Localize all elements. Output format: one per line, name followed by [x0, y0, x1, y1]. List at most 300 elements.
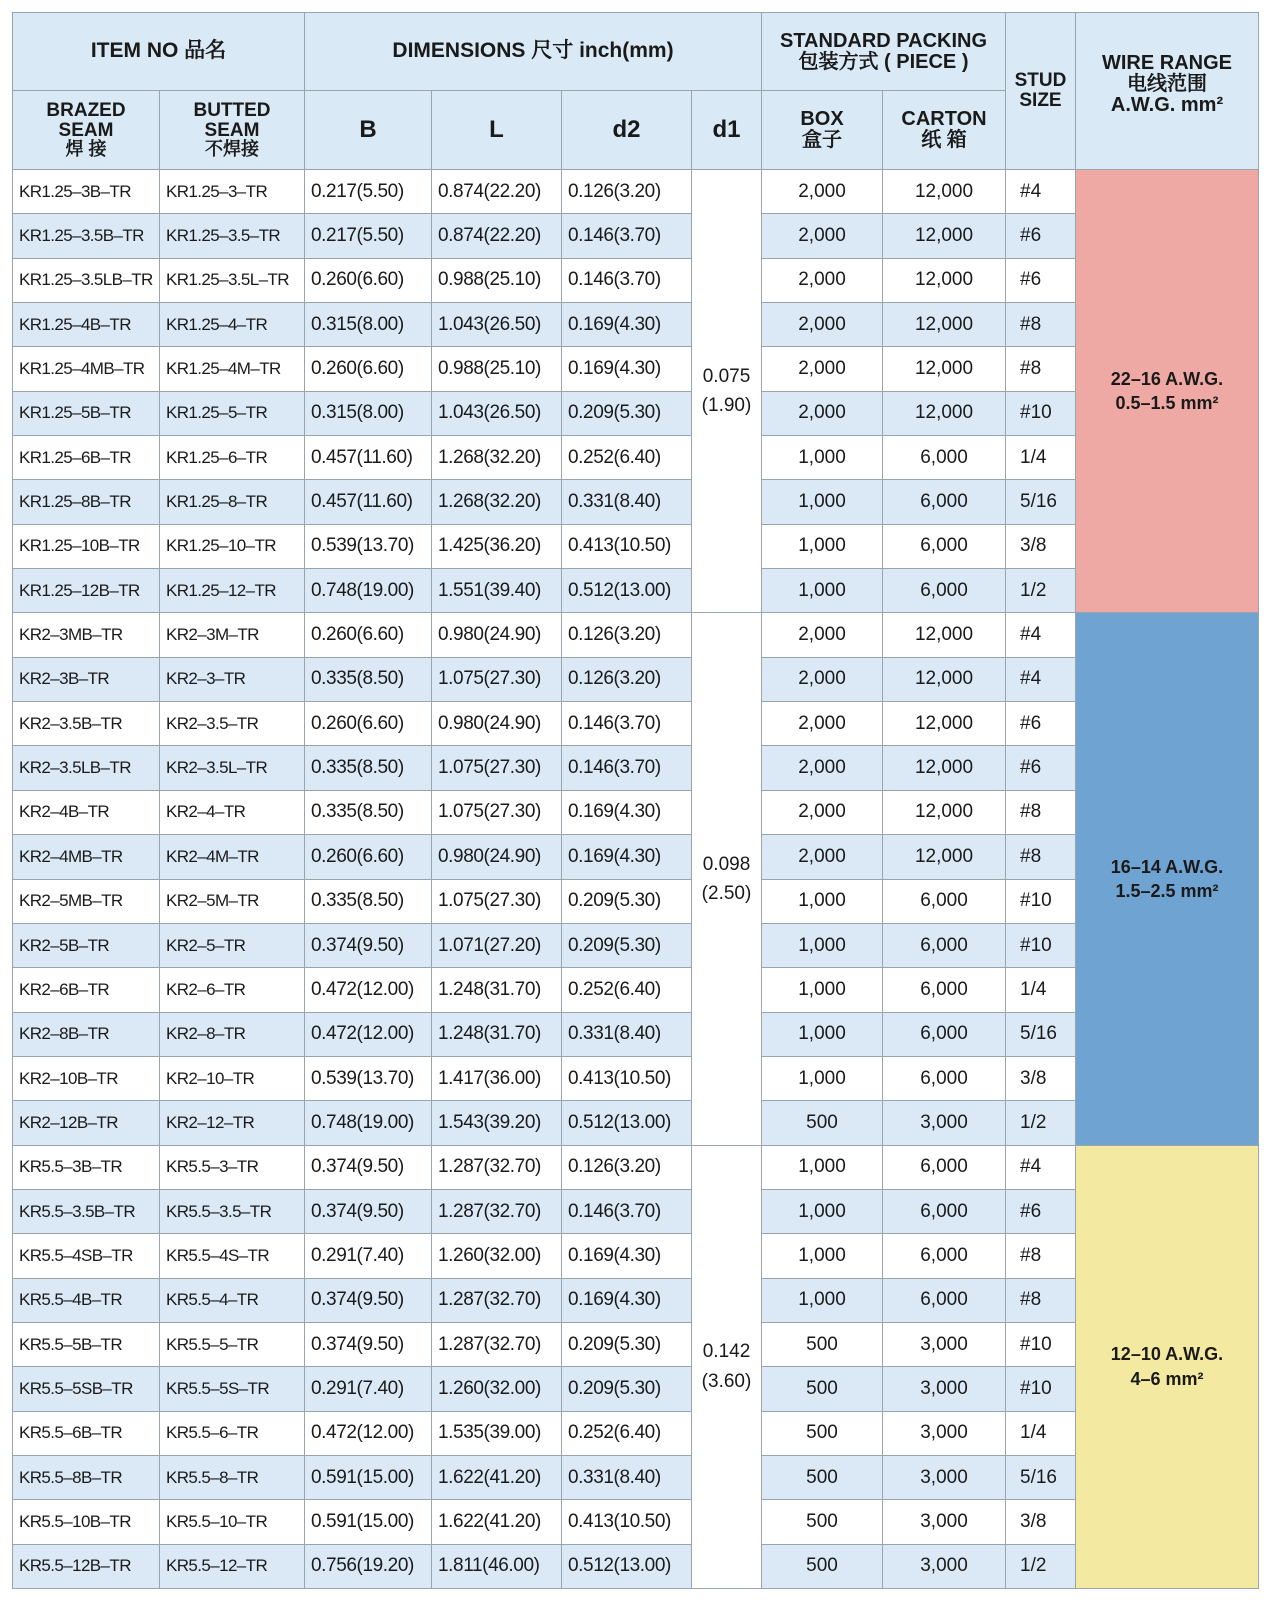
butted-item-cell: KR2–6–TR [160, 968, 305, 1012]
box-qty-cell: 500 [762, 1500, 883, 1544]
butted-item-cell: KR1.25–3.5L–TR [160, 258, 305, 302]
size-label: SIZE [1019, 90, 1062, 111]
box-qty-cell: 500 [762, 1322, 883, 1366]
l-value-cell: 1.075(27.30) [432, 657, 562, 701]
wire-range-cell [1076, 1145, 1259, 1588]
brazed-item-cell: KR5.5–10B–TR [13, 1500, 160, 1544]
butted-item-cell: KR5.5–3.5–TR [160, 1189, 305, 1233]
box-qty-cell: 2,000 [762, 790, 883, 834]
l-value-cell: 1.075(27.30) [432, 879, 562, 923]
box-qty-cell: 2,000 [762, 258, 883, 302]
brazed-item-cell: KR5.5–12B–TR [13, 1544, 160, 1588]
stud-size-cell: 1/4 [1006, 968, 1076, 1012]
butted-item-cell: KR2–3.5–TR [160, 702, 305, 746]
b-value-cell: 0.472(12.00) [305, 968, 432, 1012]
stud-size-cell: #10 [1006, 391, 1076, 435]
d2-value-cell: 0.146(3.70) [562, 214, 692, 258]
b-value-cell: 0.748(19.00) [305, 1101, 432, 1145]
stud-size-cell: 3/8 [1006, 1500, 1076, 1544]
table-row [13, 347, 1259, 391]
b-value-cell: 0.335(8.50) [305, 657, 432, 701]
l-value-cell: 1.248(31.70) [432, 968, 562, 1012]
butted-item-cell: KR5.5–12–TR [160, 1544, 305, 1588]
brazed-item-cell: KR5.5–3.5B–TR [13, 1189, 160, 1233]
l-value-cell: 1.287(32.70) [432, 1322, 562, 1366]
butted-item-cell: KR2–12–TR [160, 1101, 305, 1145]
carton-label: CARTON [901, 108, 987, 130]
d1-group-cell [692, 170, 762, 613]
box-qty-cell: 2,000 [762, 657, 883, 701]
table-row [13, 613, 1259, 657]
carton-qty-cell: 3,000 [883, 1500, 1006, 1544]
l-value-cell: 1.811(46.00) [432, 1544, 562, 1588]
box-qty-cell: 500 [762, 1544, 883, 1588]
d2-value-cell: 0.169(4.30) [562, 347, 692, 391]
butted-item-cell: KR2–3.5L–TR [160, 746, 305, 790]
carton-qty-cell: 12,000 [883, 347, 1006, 391]
l-header: L [432, 91, 562, 170]
table-row [13, 835, 1259, 879]
table-row [13, 480, 1259, 524]
brazed-item-cell: KR2–8B–TR [13, 1012, 160, 1056]
box-qty-cell: 1,000 [762, 1012, 883, 1056]
butted-item-cell: KR5.5–4–TR [160, 1278, 305, 1322]
d2-value-cell: 0.252(6.40) [562, 1411, 692, 1455]
b-value-cell: 0.539(13.70) [305, 524, 432, 568]
b-value-cell: 0.374(9.50) [305, 1189, 432, 1233]
butted-item-cell: KR1.25–4–TR [160, 303, 305, 347]
stud-size-cell: 5/16 [1006, 480, 1076, 524]
box-qty-cell: 2,000 [762, 746, 883, 790]
carton-qty-cell: 3,000 [883, 1544, 1006, 1588]
butted-item-cell: KR2–10–TR [160, 1056, 305, 1100]
wire-range-cell [1076, 170, 1259, 613]
stud-size-cell: #8 [1006, 835, 1076, 879]
b-value-cell: 0.217(5.50) [305, 214, 432, 258]
wire-mm-value: 4–6 mm² [1130, 1368, 1204, 1389]
table-row [13, 258, 1259, 302]
d2-value-cell: 0.169(4.30) [562, 1278, 692, 1322]
d1-group-cell [692, 613, 762, 1145]
butted-item-cell: KR2–8–TR [160, 1012, 305, 1056]
l-value-cell: 0.980(24.90) [432, 613, 562, 657]
box-qty-cell: 1,000 [762, 1234, 883, 1278]
box-qty-cell: 1,000 [762, 524, 883, 568]
stud-size-cell: #8 [1006, 1234, 1076, 1278]
l-value-cell: 0.874(22.20) [432, 170, 562, 214]
carton-qty-cell: 6,000 [883, 923, 1006, 967]
carton-qty-cell: 3,000 [883, 1367, 1006, 1411]
b-value-cell: 0.260(6.60) [305, 347, 432, 391]
l-value-cell: 1.287(32.70) [432, 1278, 562, 1322]
b-value-cell: 0.472(12.00) [305, 1411, 432, 1455]
b-value-cell: 0.315(8.00) [305, 303, 432, 347]
butted-item-cell: KR2–4–TR [160, 790, 305, 834]
butted-item-cell: KR5.5–3–TR [160, 1145, 305, 1189]
box-qty-cell: 1,000 [762, 480, 883, 524]
box-cn-label: 盒子 [802, 129, 842, 151]
b-value-cell: 0.539(13.70) [305, 1056, 432, 1100]
d1-inch-value: 0.098 [702, 853, 751, 875]
b-value-cell: 0.472(12.00) [305, 1012, 432, 1056]
table-row [13, 702, 1259, 746]
butted-item-cell: KR5.5–8–TR [160, 1455, 305, 1499]
stud-size-cell: 1/4 [1006, 436, 1076, 480]
wire-awg-value: 16–14 A.W.G. [1110, 856, 1224, 877]
table-row [13, 1322, 1259, 1366]
table-row [13, 1234, 1259, 1278]
table-row [13, 170, 1259, 214]
brazed-item-cell: KR2–3B–TR [13, 657, 160, 701]
d1-mm-value: (2.50) [701, 883, 752, 904]
b-value-cell: 0.756(19.20) [305, 1544, 432, 1588]
d2-value-cell: 0.146(3.70) [562, 1189, 692, 1233]
table-row [13, 1367, 1259, 1411]
d2-value-cell: 0.512(13.00) [562, 569, 692, 613]
d2-value-cell: 0.252(6.40) [562, 968, 692, 1012]
b-value-cell: 0.217(5.50) [305, 170, 432, 214]
box-qty-cell: 1,000 [762, 1145, 883, 1189]
box-label: BOX [800, 108, 844, 130]
brazed-item-cell: KR5.5–4SB–TR [13, 1234, 160, 1278]
wire-awg-value: 12–10 A.W.G. [1110, 1344, 1224, 1365]
l-value-cell: 1.260(32.00) [432, 1234, 562, 1278]
table-row [13, 1145, 1259, 1189]
brazed-item-cell: KR2–6B–TR [13, 968, 160, 1012]
wire-awg-value: 22–16 A.W.G. [1110, 368, 1224, 389]
brazed-label: BRAZED [46, 99, 126, 121]
carton-qty-cell: 12,000 [883, 657, 1006, 701]
d2-value-cell: 0.126(3.20) [562, 170, 692, 214]
b-value-cell: 0.457(11.60) [305, 480, 432, 524]
brazed-item-cell: KR5.5–8B–TR [13, 1455, 160, 1499]
l-value-cell: 1.248(31.70) [432, 1012, 562, 1056]
l-value-cell: 0.980(24.90) [432, 835, 562, 879]
butted-item-cell: KR1.25–5–TR [160, 391, 305, 435]
d2-value-cell: 0.331(8.40) [562, 1012, 692, 1056]
l-value-cell: 1.075(27.30) [432, 790, 562, 834]
brazed-item-cell: KR1.25–6B–TR [13, 436, 160, 480]
stud-size-cell: #10 [1006, 1322, 1076, 1366]
stud-size-cell: #10 [1006, 1367, 1076, 1411]
table-row [13, 790, 1259, 834]
stud-size-cell: #4 [1006, 613, 1076, 657]
d2-value-cell: 0.512(13.00) [562, 1544, 692, 1588]
brazed-item-cell: KR1.25–3B–TR [13, 170, 160, 214]
d2-value-cell: 0.146(3.70) [562, 258, 692, 302]
table-row [13, 1544, 1259, 1588]
l-value-cell: 1.268(32.20) [432, 436, 562, 480]
l-value-cell: 1.622(41.20) [432, 1500, 562, 1544]
l-value-cell: 1.260(32.00) [432, 1367, 562, 1411]
item-no-header: ITEM NO 品名 [13, 13, 305, 91]
table-row [13, 391, 1259, 435]
carton-qty-cell: 3,000 [883, 1322, 1006, 1366]
brazed-item-cell: KR1.25–3.5B–TR [13, 214, 160, 258]
stud-size-cell: 5/16 [1006, 1455, 1076, 1499]
brazed-item-cell: KR1.25–4B–TR [13, 303, 160, 347]
l-value-cell: 0.988(25.10) [432, 258, 562, 302]
b-value-cell: 0.748(19.00) [305, 569, 432, 613]
d2-value-cell: 0.146(3.70) [562, 746, 692, 790]
d2-value-cell: 0.169(4.30) [562, 1234, 692, 1278]
butted-item-cell: KR2–4M–TR [160, 835, 305, 879]
box-qty-cell: 1,000 [762, 436, 883, 480]
wire-range-label: WIRE RANGE [1102, 52, 1232, 74]
b-value-cell: 0.335(8.50) [305, 746, 432, 790]
d2-value-cell: 0.413(10.50) [562, 1056, 692, 1100]
table-header [13, 13, 1259, 170]
b-value-cell: 0.260(6.60) [305, 835, 432, 879]
brazed-item-cell: KR2–12B–TR [13, 1101, 160, 1145]
table-row [13, 569, 1259, 613]
box-qty-cell: 1,000 [762, 1056, 883, 1100]
wire-range-header [1076, 13, 1259, 170]
l-value-cell: 1.535(39.00) [432, 1411, 562, 1455]
box-qty-cell: 500 [762, 1101, 883, 1145]
l-value-cell: 1.425(36.20) [432, 524, 562, 568]
b-value-cell: 0.291(7.40) [305, 1367, 432, 1411]
table-row [13, 746, 1259, 790]
stud-size-header [1006, 13, 1076, 170]
table-row [13, 968, 1259, 1012]
carton-qty-cell: 6,000 [883, 480, 1006, 524]
d1-mm-value: (1.90) [701, 395, 752, 417]
b-value-cell: 0.457(11.60) [305, 436, 432, 480]
carton-qty-cell: 3,000 [883, 1101, 1006, 1145]
d2-value-cell: 0.413(10.50) [562, 524, 692, 568]
butted-item-cell: KR2–5–TR [160, 923, 305, 967]
d2-value-cell: 0.169(4.30) [562, 835, 692, 879]
box-qty-cell: 2,000 [762, 347, 883, 391]
carton-qty-cell: 6,000 [883, 1145, 1006, 1189]
d2-value-cell: 0.331(8.40) [562, 480, 692, 524]
butted-item-cell: KR5.5–4S–TR [160, 1234, 305, 1278]
l-value-cell: 0.874(22.20) [432, 214, 562, 258]
stud-size-cell: #4 [1006, 657, 1076, 701]
stud-size-cell: #6 [1006, 702, 1076, 746]
table-row [13, 1278, 1259, 1322]
d2-value-cell: 0.209(5.30) [562, 391, 692, 435]
standard-packing-label: STANDARD PACKING [779, 29, 988, 52]
b-value-cell: 0.374(9.50) [305, 923, 432, 967]
brazed-seam-header [13, 91, 160, 170]
butted-cn-label: 不焊接 [205, 139, 259, 160]
l-value-cell: 1.075(27.30) [432, 746, 562, 790]
stud-size-cell: #6 [1006, 1189, 1076, 1233]
brazed-item-cell: KR1.25–4MB–TR [13, 347, 160, 391]
l-value-cell: 1.543(39.20) [432, 1101, 562, 1145]
wire-range-cell [1076, 613, 1259, 1145]
stud-size-cell: #8 [1006, 347, 1076, 391]
d2-value-cell: 0.331(8.40) [562, 1455, 692, 1499]
table-row [13, 923, 1259, 967]
stud-size-cell: #6 [1006, 746, 1076, 790]
brazed-item-cell: KR2–3.5LB–TR [13, 746, 160, 790]
butted-item-cell: KR1.25–3–TR [160, 170, 305, 214]
butted-item-cell: KR1.25–3.5–TR [160, 214, 305, 258]
butted-label: BUTTED [193, 99, 271, 121]
l-value-cell: 0.988(25.10) [432, 347, 562, 391]
d2-value-cell: 0.126(3.20) [562, 657, 692, 701]
box-qty-cell: 1,000 [762, 879, 883, 923]
box-qty-cell: 500 [762, 1367, 883, 1411]
brazed-seam-label: SEAM [58, 119, 114, 141]
l-value-cell: 1.287(32.70) [432, 1189, 562, 1233]
d1-mm-value: (3.60) [701, 1370, 752, 1392]
carton-qty-cell: 3,000 [883, 1411, 1006, 1455]
brazed-item-cell: KR2–3.5B–TR [13, 702, 160, 746]
l-value-cell: 1.043(26.50) [432, 303, 562, 347]
carton-qty-cell: 12,000 [883, 258, 1006, 302]
butted-item-cell: KR2–3–TR [160, 657, 305, 701]
table-row [13, 657, 1259, 701]
brazed-item-cell: KR2–3MB–TR [13, 613, 160, 657]
carton-qty-cell: 6,000 [883, 524, 1006, 568]
box-qty-cell: 1,000 [762, 923, 883, 967]
l-value-cell: 1.071(27.20) [432, 923, 562, 967]
butted-item-cell: KR5.5–10–TR [160, 1500, 305, 1544]
butted-item-cell: KR1.25–10–TR [160, 524, 305, 568]
b-value-cell: 0.374(9.50) [305, 1278, 432, 1322]
stud-size-cell: 1/2 [1006, 1101, 1076, 1145]
stud-size-cell: #4 [1006, 170, 1076, 214]
standard-packing-header [762, 13, 1006, 91]
stud-size-cell: #6 [1006, 214, 1076, 258]
carton-qty-cell: 12,000 [883, 613, 1006, 657]
stud-size-cell: #6 [1006, 258, 1076, 302]
box-qty-cell: 1,000 [762, 1278, 883, 1322]
stud-size-cell: #4 [1006, 1145, 1076, 1189]
stud-size-cell: #10 [1006, 923, 1076, 967]
d2-value-cell: 0.126(3.20) [562, 613, 692, 657]
d1-group-cell [692, 1145, 762, 1588]
l-value-cell: 0.980(24.90) [432, 702, 562, 746]
box-qty-cell: 1,000 [762, 1189, 883, 1233]
brazed-item-cell: KR5.5–5SB–TR [13, 1367, 160, 1411]
butted-item-cell: KR5.5–5S–TR [160, 1367, 305, 1411]
box-qty-cell: 2,000 [762, 613, 883, 657]
l-value-cell: 1.043(26.50) [432, 391, 562, 435]
table-body [13, 170, 1259, 1589]
brazed-item-cell: KR2–5B–TR [13, 923, 160, 967]
b-value-cell: 0.260(6.60) [305, 258, 432, 302]
carton-qty-cell: 6,000 [883, 968, 1006, 1012]
table-row [13, 214, 1259, 258]
d2-value-cell: 0.126(3.20) [562, 1145, 692, 1189]
d2-value-cell: 0.209(5.30) [562, 879, 692, 923]
butted-item-cell: KR2–3M–TR [160, 613, 305, 657]
d2-value-cell: 0.169(4.30) [562, 790, 692, 834]
table-row [13, 1056, 1259, 1100]
box-qty-cell: 1,000 [762, 968, 883, 1012]
stud-label: STUD [1014, 70, 1067, 92]
carton-qty-cell: 6,000 [883, 1056, 1006, 1100]
b-value-cell: 0.291(7.40) [305, 1234, 432, 1278]
b-value-cell: 0.374(9.50) [305, 1145, 432, 1189]
d2-value-cell: 0.209(5.30) [562, 923, 692, 967]
table-row [13, 1500, 1259, 1544]
brazed-item-cell: KR1.25–3.5LB–TR [13, 258, 160, 302]
l-value-cell: 1.287(32.70) [432, 1145, 562, 1189]
carton-qty-cell: 3,000 [883, 1455, 1006, 1499]
carton-qty-cell: 12,000 [883, 746, 1006, 790]
standard-packing-cn-label: 包装方式 ( PIECE ) [798, 50, 969, 73]
carton-qty-cell: 12,000 [883, 702, 1006, 746]
d2-header: d2 [562, 91, 692, 170]
carton-qty-cell: 12,000 [883, 303, 1006, 347]
stud-size-cell: 3/8 [1006, 524, 1076, 568]
stud-size-cell: 1/4 [1006, 1411, 1076, 1455]
stud-size-cell: #8 [1006, 1278, 1076, 1322]
box-qty-cell: 2,000 [762, 835, 883, 879]
brazed-item-cell: KR2–10B–TR [13, 1056, 160, 1100]
stud-size-cell: #10 [1006, 879, 1076, 923]
butted-item-cell: KR1.25–8–TR [160, 480, 305, 524]
butted-item-cell: KR1.25–12–TR [160, 569, 305, 613]
wire-range-cn-label: 电线范围 [1127, 73, 1207, 95]
brazed-item-cell: KR5.5–5B–TR [13, 1322, 160, 1366]
brazed-item-cell: KR2–5MB–TR [13, 879, 160, 923]
brazed-item-cell: KR2–4B–TR [13, 790, 160, 834]
box-qty-cell: 500 [762, 1411, 883, 1455]
butted-item-cell: KR5.5–6–TR [160, 1411, 305, 1455]
d2-value-cell: 0.252(6.40) [562, 436, 692, 480]
carton-header [883, 91, 1006, 170]
table-row [13, 1189, 1259, 1233]
table-row [13, 1012, 1259, 1056]
stud-size-cell: #8 [1006, 303, 1076, 347]
dimensions-header: DIMENSIONS 尺寸 inch(mm) [305, 13, 762, 91]
butted-item-cell: KR1.25–6–TR [160, 436, 305, 480]
butted-seam-label: SEAM [204, 119, 260, 141]
spec-table [12, 12, 1259, 1589]
box-header [762, 91, 883, 170]
brazed-cn-label: 焊 接 [65, 139, 107, 160]
d1-inch-value: 0.075 [702, 365, 751, 387]
carton-qty-cell: 6,000 [883, 1012, 1006, 1056]
carton-cn-label: 纸 箱 [921, 129, 967, 151]
butted-item-cell: KR5.5–5–TR [160, 1322, 305, 1366]
d2-value-cell: 0.209(5.30) [562, 1322, 692, 1366]
d1-inch-value: 0.142 [702, 1341, 751, 1363]
stud-size-cell: 3/8 [1006, 1056, 1076, 1100]
carton-qty-cell: 6,000 [883, 879, 1006, 923]
table-row [13, 303, 1259, 347]
carton-qty-cell: 6,000 [883, 436, 1006, 480]
carton-qty-cell: 6,000 [883, 1234, 1006, 1278]
brazed-item-cell: KR1.25–8B–TR [13, 480, 160, 524]
carton-qty-cell: 12,000 [883, 391, 1006, 435]
b-value-cell: 0.591(15.00) [305, 1500, 432, 1544]
carton-qty-cell: 6,000 [883, 569, 1006, 613]
butted-item-cell: KR1.25–4M–TR [160, 347, 305, 391]
butted-seam-header [160, 91, 305, 170]
carton-qty-cell: 6,000 [883, 1189, 1006, 1233]
box-qty-cell: 2,000 [762, 391, 883, 435]
d1-header: d1 [692, 91, 762, 170]
d2-value-cell: 0.512(13.00) [562, 1101, 692, 1145]
box-qty-cell: 2,000 [762, 170, 883, 214]
carton-qty-cell: 12,000 [883, 790, 1006, 834]
table-row [13, 1411, 1259, 1455]
l-value-cell: 1.268(32.20) [432, 480, 562, 524]
brazed-item-cell: KR5.5–3B–TR [13, 1145, 160, 1189]
table-row [13, 1101, 1259, 1145]
carton-qty-cell: 12,000 [883, 170, 1006, 214]
b-header: B [305, 91, 432, 170]
d2-value-cell: 0.146(3.70) [562, 702, 692, 746]
